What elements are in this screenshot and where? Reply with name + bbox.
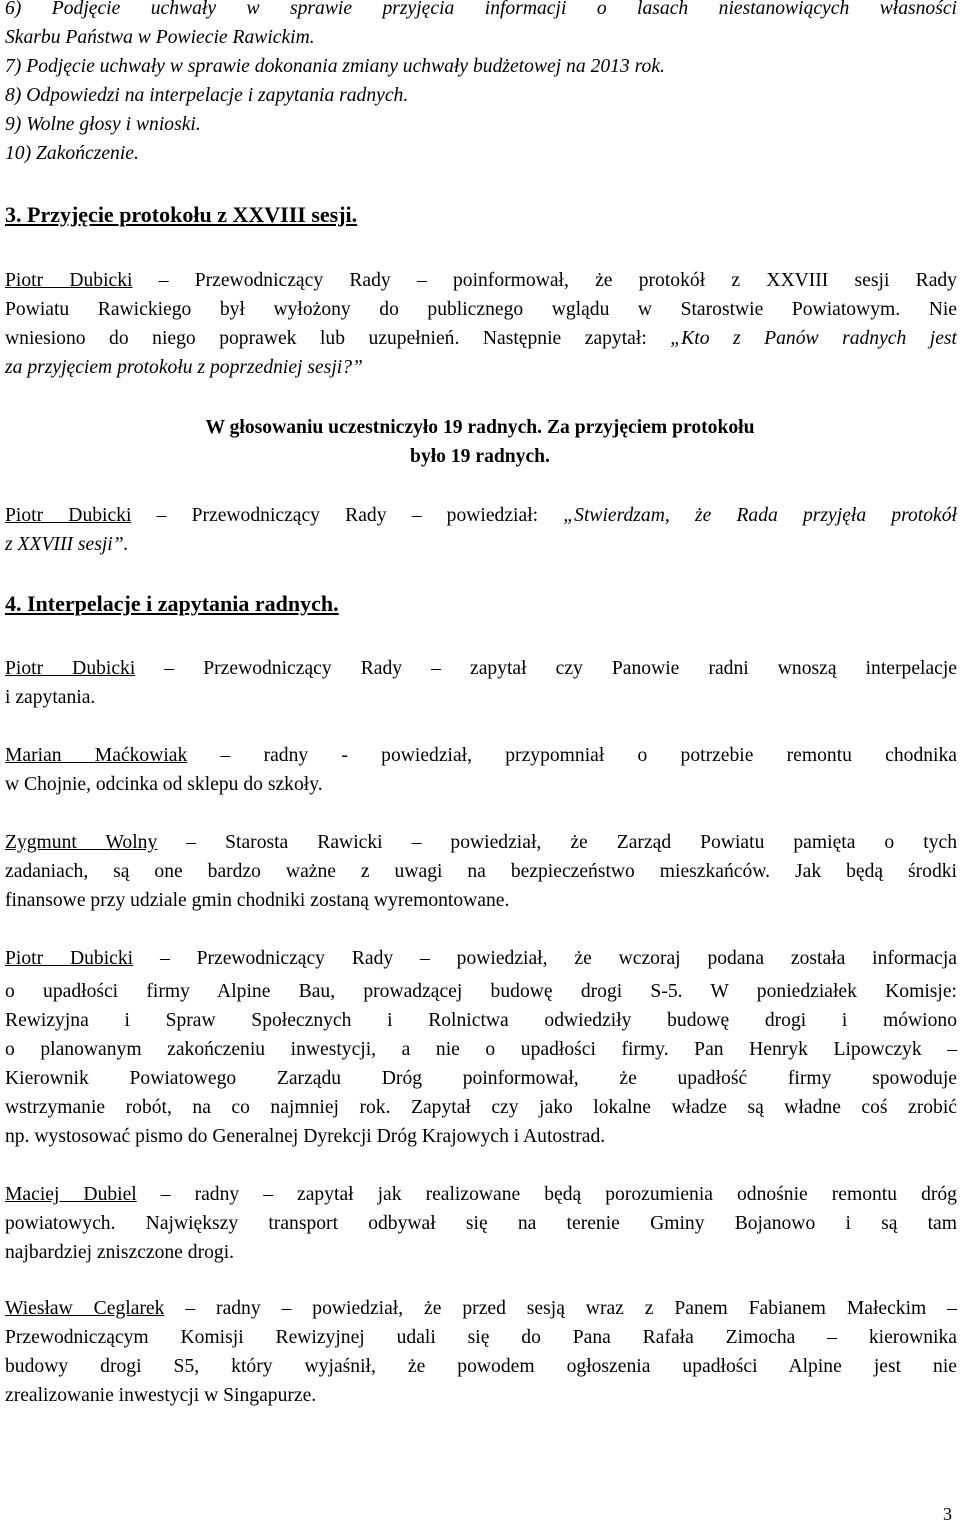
paragraph-line: zrealizowanie inwestycji w Singapurze. — [5, 1385, 317, 1406]
quote-text: za przyjęciem protokołu z poprzedniej sesji?” — [5, 357, 363, 378]
paragraph-line — [5, 266, 957, 295]
paragraph-line: najbardziej zniszczone drogi. — [5, 1242, 235, 1263]
paragraph-text: wniesiono do niego poprawek lub uzupełnień. Następnie zapytał: — [5, 328, 671, 349]
paragraph-line: Przewodniczącym Komisji Rewizyjnej udali się do Pana Rafała Zimocha – kierownika — [5, 1327, 957, 1348]
speaker-name: Zygmunt Wolny — [5, 832, 158, 853]
page-number: 3 — [943, 1504, 952, 1524]
speaker-name: Piotr Dubicki — [5, 948, 134, 969]
paragraph-line: wstrzymanie robót, na co najmniej rok. Zapytał czy jako lokalne władze są władne coś zrobić — [5, 1097, 957, 1118]
agenda-item-7: 7) Podjęcie uchwały w sprawie dokonania zmiany uchwały budżetowej na 2013 rok. — [5, 56, 665, 77]
paragraph-line — [5, 828, 957, 857]
vote-result: W głosowaniu uczestniczyło 19 radnych. Za przyjęciem protokołu — [205, 417, 755, 438]
agenda-item-6-cont: Skarbu Państwa w Powiecie Rawickim. — [5, 27, 315, 48]
speaker-name: Wiesław Ceglarek — [5, 1298, 165, 1319]
paragraph-line: budowy drogi S5, który wyjaśnił, że powodem ogłoszenia upadłości Alpine jest nie — [5, 1356, 957, 1377]
speaker-name: Maciej Dubiel — [5, 1184, 137, 1205]
quote-text: z XXVIII sesji”. — [5, 534, 129, 555]
paragraph-line — [5, 741, 957, 770]
quote-text: „Kto z Panów radnych jest — [670, 328, 957, 349]
speaker-name: Piotr Dubicki — [5, 505, 132, 526]
speaker-name: Piotr Dubicki — [5, 658, 136, 679]
paragraph-line — [5, 501, 957, 530]
agenda-item-6: 6) Podjęcie uchwały w sprawie przyjęcia informacji o lasach niestanowiących własności — [5, 0, 957, 19]
paragraph-line — [5, 1180, 957, 1209]
paragraph-line — [5, 944, 957, 973]
paragraph-line: zadaniach, są one bardzo ważne z uwagi na bezpieczeństwo mieszkańców. Jak będą środki — [5, 861, 957, 882]
paragraph-line: i zapytania. — [5, 687, 96, 708]
vote-result-cont: było 19 radnych. — [410, 446, 550, 467]
paragraph-text: – Starosta Rawicki – powiedział, że Zarząd Powiatu pamięta o tych — [157, 832, 957, 853]
agenda-item-9: 9) Wolne głosy i wnioski. — [5, 114, 201, 135]
paragraph-line — [5, 1294, 957, 1323]
paragraph-text: – radny - powiedział, przypomniał o potrzebie remontu chodnika — [187, 745, 957, 766]
paragraph-line: powiatowych. Największy transport odbywał się na terenie Gminy Bojanowo i są tam — [5, 1213, 957, 1234]
paragraph-text: – Przewodniczący Rady – poinformował, że protokół z XXVIII sesji Rady — [132, 270, 957, 291]
paragraph-line: np. wystosować pismo do Generalnej Dyrekcji Dróg Krajowych i Autostrad. — [5, 1126, 606, 1147]
paragraph-text: – Przewodniczący Rady – powiedział: — [131, 505, 564, 526]
paragraph-text: – Przewodniczący Rady – powiedział, że wczoraj podana została informacja — [133, 948, 958, 969]
paragraph-text: – Przewodniczący Rady – zapytał czy Panowie radni wnoszą interpelacje — [135, 658, 957, 679]
section-4-heading: 4. Interpelacje i zapytania radnych. — [5, 591, 339, 616]
agenda-item-10: 10) Zakończenie. — [5, 143, 139, 164]
quote-text: „Stwierdzam, że Rada przyjęła protokół — [563, 505, 957, 526]
speaker-name: Piotr Dubicki — [5, 270, 133, 291]
paragraph-text: – radny – zapytał jak realizowane będą porozumienia odnośnie remontu dróg — [136, 1184, 957, 1205]
paragraph-line — [5, 324, 957, 353]
paragraph-text: – radny – powiedział, że przed sesją wraz z Panem Fabianem Małeckim – — [164, 1298, 957, 1319]
paragraph-line: Rewizyjna i Spraw Społecznych i Rolnictwa odwiedziły budowę drogi i mówiono — [5, 1010, 957, 1031]
paragraph-line: Powiatu Rawickiego był wyłożony do publicznego wglądu w Starostwie Powiatowym. Nie — [5, 299, 957, 320]
section-3-heading: 3. Przyjęcie protokołu z XXVIII sesji. — [5, 202, 358, 227]
speaker-name: Marian Maćkowiak — [5, 745, 188, 766]
paragraph-line: o upadłości firmy Alpine Bau, prowadzącej budowę drogi S-5. W poniedziałek Komisje: — [5, 981, 957, 1002]
paragraph-line: o planowanym zakończeniu inwestycji, a nie o upadłości firmy. Pan Henryk Lipowczyk – — [5, 1039, 957, 1060]
paragraph-line: Kierownik Powiatowego Zarządu Dróg poinformował, że upadłość firmy spowoduje — [5, 1068, 957, 1089]
agenda-item-8: 8) Odpowiedzi na interpelacje i zapytania radnych. — [5, 85, 409, 106]
paragraph-line — [5, 654, 957, 683]
paragraph-line: finansowe przy udziale gmin chodniki zostaną wyremontowane. — [5, 890, 510, 911]
paragraph-line: w Chojnie, odcinka od sklepu do szkoły. — [5, 774, 323, 795]
